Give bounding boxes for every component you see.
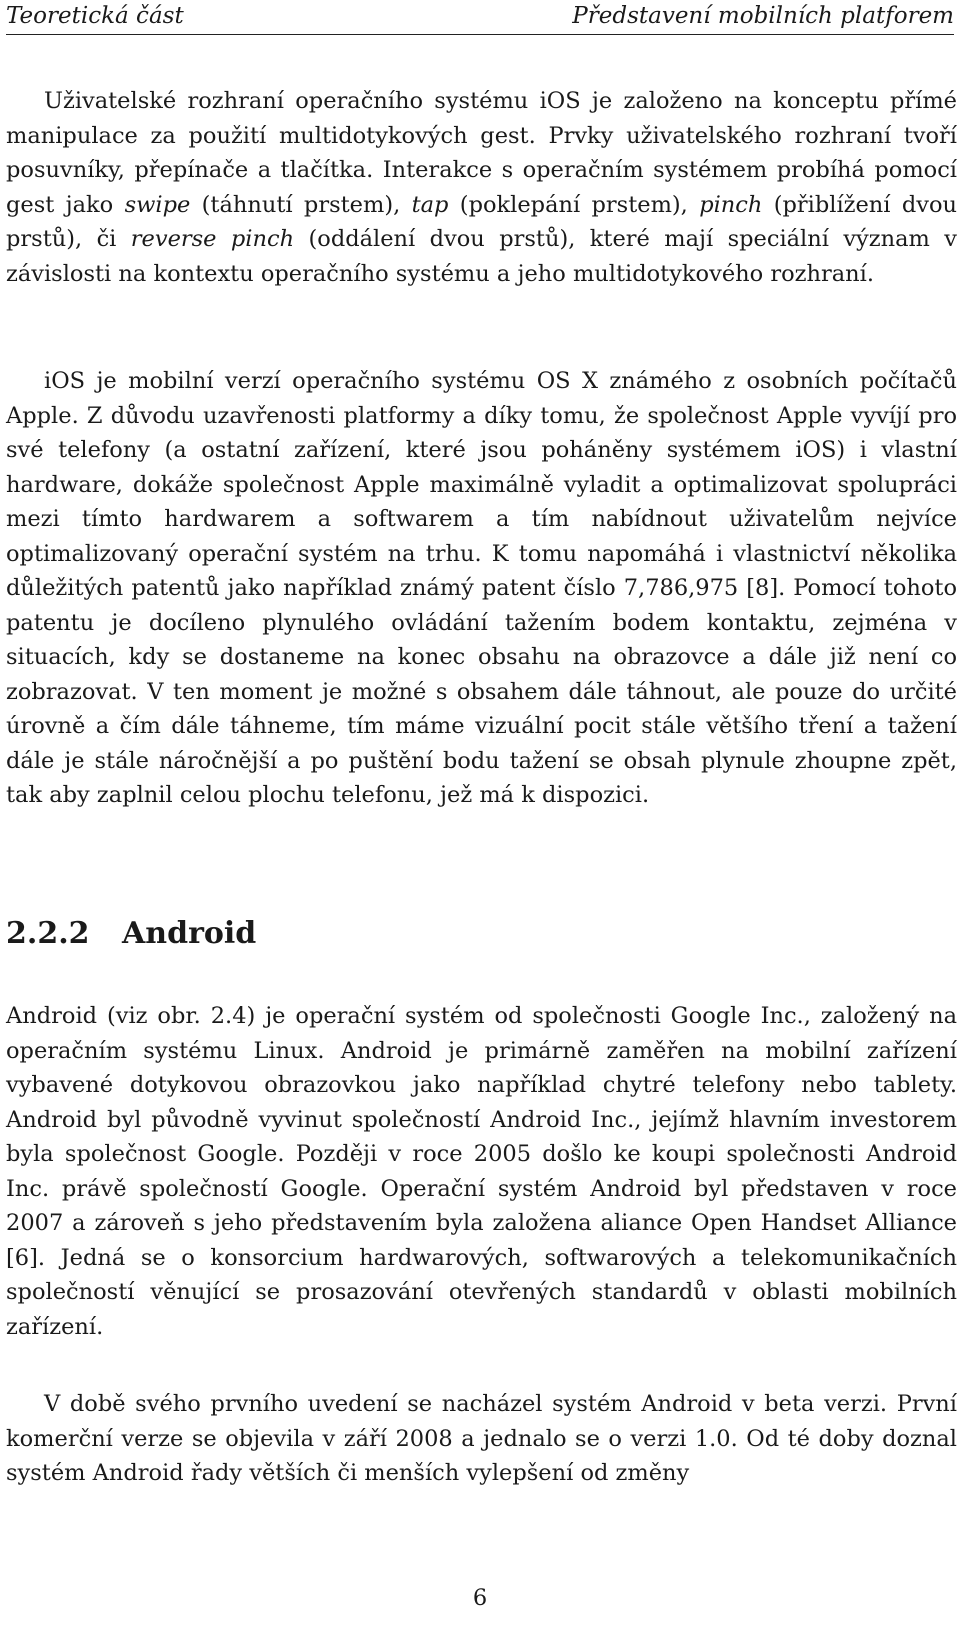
paragraph-text: V době svého prvního uvedení se nacházel systém Android v beta verzi. První komerční verze se objevila v září 2008 a jednalo se o verzi 1.0. Od té doby doznal systém Android řady větších či menších vylepšení od změny	[6, 1391, 957, 1486]
term-tap: tap	[411, 191, 449, 218]
term-swipe: swipe	[124, 191, 191, 218]
section-number: 2.2.2	[6, 916, 90, 951]
paragraph-text: Android (viz obr. 2.4) je operační systém od společnosti Google Inc., založený na operačním systému Linux. Android je primárně zaměřen na mobilní zařízení vybavené dotykovou obrazovkou jako například chytré telefony nebo tablety. Android byl původně vyvinut společností Android Inc., jejímž hlavním investorem byla společnost Google. Později v roce 2005 došlo ke koupi společnosti Android Inc. právě společností Google. Operační systém Android byl představen v roce 2007 a zároveň s jeho představením byla založena aliance Open Handset Alliance [6]. Jedná se o konsorcium hardwarových, softwarových a telekomunikačních společností věnující se prosazování otevřených standardů v oblasti mobilních zařízení.	[6, 1003, 957, 1340]
section-title: Android	[122, 916, 257, 951]
paragraph-android-intro	[6, 999, 957, 1344]
paragraph-text: iOS je mobilní verzí operačního systému OS X známého z osobních počítačů Apple. Z důvodu uzavřenosti platformy a díky tomu, že společnost Apple vyvíjí pro své telefony (a ostatní zařízení, které jsou poháněny systémem iOS) i vlastní hardware, dokáže společnost Apple maximálně vyladit a optimalizovat spolupráci mezi tímto hardwarem a softwarem a tím nabídnout uživatelům nejvíce optimalizovaný operační systém na trhu. K tomu napomáhá i vlastnictví několika důležitých patentů jako například známý patent číslo 7,786,975 [8]. Pomocí tohoto patentu je docíleno plynulého ovládání tažením bodem kontaktu, zejména v situacích, kdy se dostaneme na konec obsahu na obrazovce a dále již není co zobrazovat. V ten moment je možné s obsahem dále táhnout, ale pouze do určité úrovně a čím dále táhneme, tím máme vizuální pocit stále většího tření a tažení dále je stále náročnější a po puštění bodu tažení se obsah plynule zhoupne zpět, tak aby zaplnil celou plochu telefonu, jež má k dispozici.	[6, 368, 957, 808]
running-header	[6, 2, 954, 35]
paragraph-text: (přiblížení dvou prstů), či	[6, 191, 957, 252]
page-number: 6	[472, 1585, 488, 1611]
section-heading-android	[6, 914, 256, 954]
paragraph-text: Uživatelské rozhraní operačního systému iOS je založeno na konceptu přímé manipulace za použití multidotykových gest. Prvky uživatelského rozhraní tvoří posuvníky, přepínače a tlačítka. Interakce s operačním systémem probíhá pomocí gest jako	[6, 88, 957, 218]
term-pinch: pinch	[699, 191, 763, 218]
header-section-title: Představení mobilních platforem	[572, 3, 954, 29]
paragraph-text: (táhnutí prstem),	[190, 191, 412, 218]
paragraph-android-history	[6, 1387, 957, 1491]
paragraph-text: (poklepání prstem),	[448, 191, 700, 218]
paragraph-ios-platform	[6, 364, 957, 813]
header-chapter-title: Teoretická část	[6, 3, 184, 29]
paragraph-ios-interface	[6, 84, 957, 291]
paragraph-text: (oddálení dvou prstů), které mají speciální význam v závislosti na kontextu operačního systému a jeho multidotykového rozhraní.	[6, 226, 957, 287]
term-reverse-pinch: reverse pinch	[130, 226, 295, 252]
